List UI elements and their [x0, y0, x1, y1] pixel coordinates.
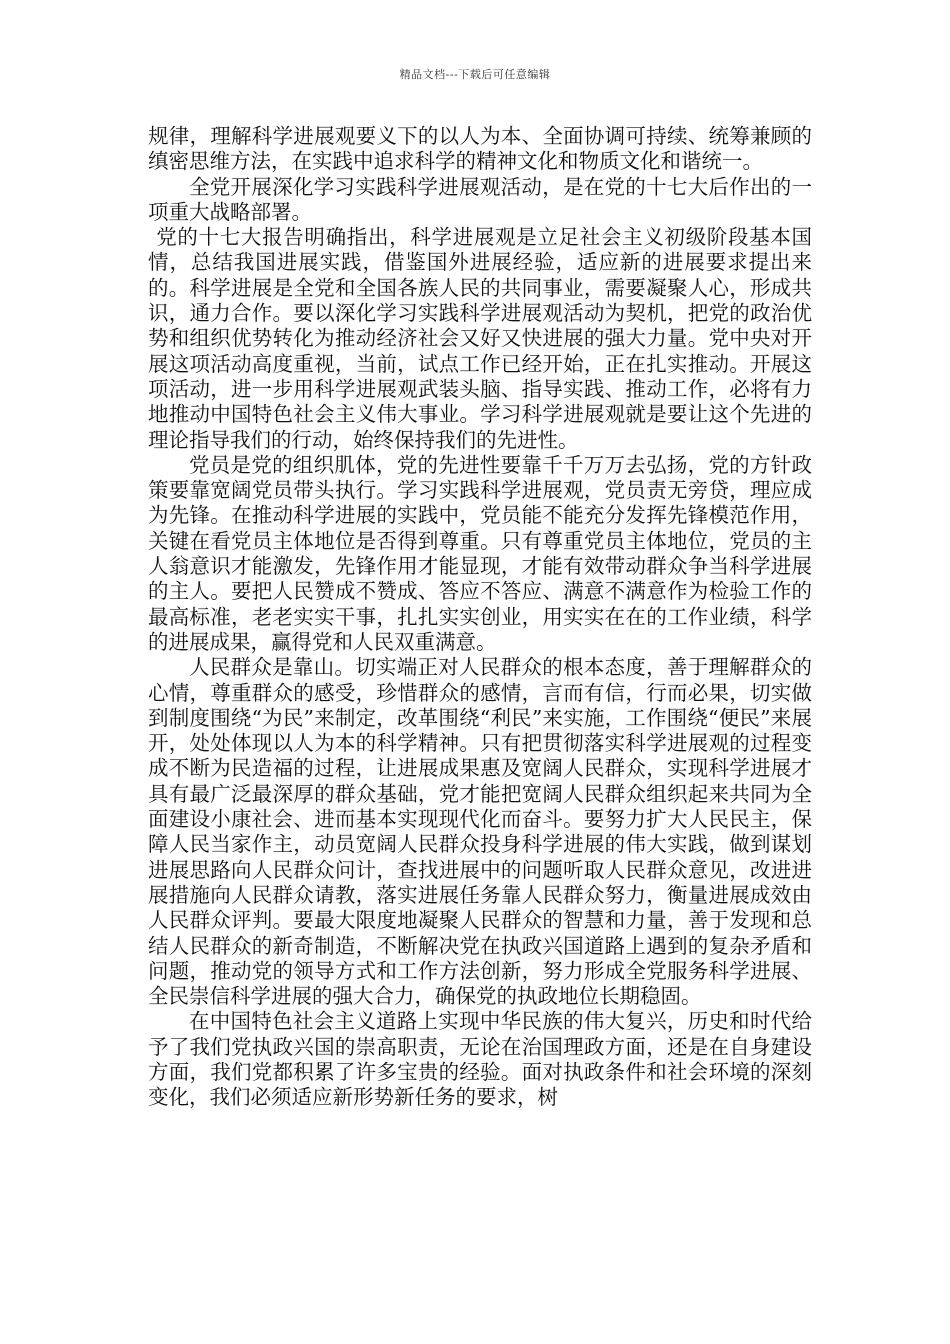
paragraph: 党员是党的组织肌体，党的先进性要靠千千万万去弘扬，党的方针政策要靠宽阔党员带头执行。学习实践科学进展观，党员责无旁贷，理应成为先锋。在推动科学进展的实践中，党员能不能充分发挥先锋模范作用，关键在看党员主体地位是否得到尊重。只有尊重党员主体地位，党员的主人翁意识才能激发，先锋作用才能显现，才能有效带动群众争当科学进展的主人。要把人民赞成不赞成、答应不答应、满意不满意作为检验工作的最高标准，老老实实干事，扎扎实实创业，用实实在在的工作业绩，科学的进展成果，赢得党和人民双重满意。	[148, 452, 812, 654]
document-body	[148, 124, 812, 1111]
paragraph: 人民群众是靠山。切实端正对人民群众的根本态度，善于理解群众的心情，尊重群众的感受，珍惜群众的感情，言而有信，行而必果，切实做到制度围绕“为民”来制定，改革围绕“利民”来实施，工作围绕“便民”来展开，处处体现以人为本的科学精神。只有把贯彻落实科学进展观的过程变成不断为民造福的过程，让进展成果惠及宽阔人民群众，实现科学进展才具有最广泛最深厚的群众基础，党才能把宽阔人民群众组织起来共同为全面建设小康社会、进而基本实现现代化而奋斗。要努力扩大人民民主，保障人民当家作主，动员宽阔人民群众投身科学进展的伟大实践，做到谋划进展思路向人民群众问计，查找进展中的问题听取人民群众意见，改进进展措施向人民群众请教，落实进展任务靠人民群众努力，衡量进展成效由人民群众评判。要最大限度地凝聚人民群众的智慧和力量，善于发现和总结人民群众的新奇制造，不断解决党在执政兴国道路上遇到的复杂矛盾和问题，推动党的领导方式和工作方法创新，努力形成全党服务科学进展、全民崇信科学进展的强大合力，确保党的执政地位长期稳固。	[148, 655, 812, 1009]
paragraph: 在中国特色社会主义道路上实现中华民族的伟大复兴，历史和时代给予了我们党执政兴国的崇高职责，无论在治国理政方面，还是在自身建设方面，我们党都积累了许多宝贵的经验。面对执政条件和社会环境的深刻变化，我们必须适应新形势新任务的要求，树	[148, 1009, 812, 1110]
paragraph: 全党开展深化学习实践科学进展观活动，是在党的十七大后作出的一项重大战略部署。	[148, 174, 812, 224]
paragraph: 规律，理解科学进展观要义下的以人为本、全面协调可持续、统筹兼顾的缜密思维方法，在实践中追求科学的精神文化和物质文化和谐统一。	[148, 124, 812, 174]
paragraph: 党的十七大报告明确指出，科学进展观是立足社会主义初级阶段基本国情，总结我国进展实践，借鉴国外进展经验，适应新的进展要求提出来的。科学进展是全党和全国各族人民的共同事业，需要凝聚人心，形成共识，通力合作。要以深化学习实践科学进展观活动为契机，把党的政治优势和组织优势转化为推动经济社会又好又快进展的强大力量。党中央对开展这项活动高度重视，当前，试点工作已经开始，正在扎实推动。开展这项活动，进一步用科学进展观武装头脑、指导实践、推动工作，必将有力地推动中国特色社会主义伟大事业。学习科学进展观就是要让这个先进的理论指导我们的行动，始终保持我们的先进性。	[148, 225, 812, 452]
header-note: 精品文档---下载后可任意编辑	[399, 68, 551, 81]
